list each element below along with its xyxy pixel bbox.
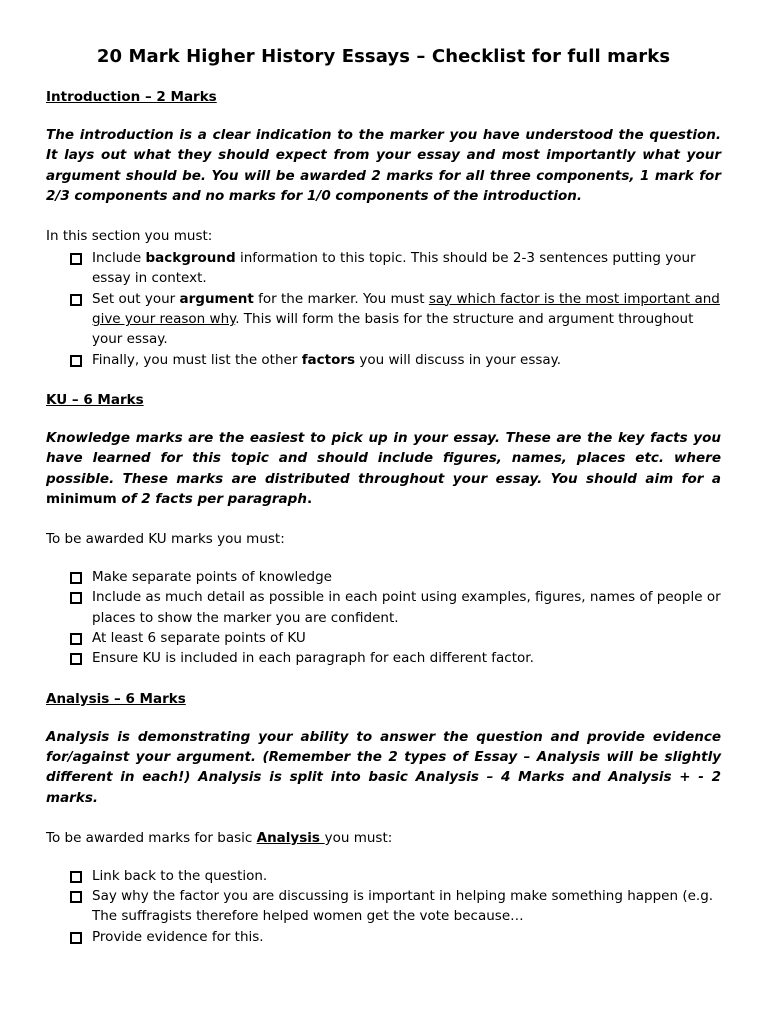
analysis-item xyxy=(46,866,721,886)
para-text: of 2 facts per paragraph xyxy=(116,490,307,507)
checkbox-icon[interactable] xyxy=(70,633,82,645)
intro-lead: In this section you must: xyxy=(46,228,213,245)
item-keyword: argument xyxy=(179,290,254,307)
checkbox-icon[interactable] xyxy=(70,592,82,604)
intro-checklist xyxy=(46,248,721,370)
item-text: Finally, you must list the other xyxy=(92,351,302,368)
item-text: you will discuss in your essay. xyxy=(355,351,562,368)
analysis-item xyxy=(46,886,721,927)
item-underlined-text: say which factor is the most important and give your reason why xyxy=(92,290,720,328)
analysis-lead xyxy=(46,828,721,848)
item-text: . This will form the basis for the structure and argument throughout your essay. xyxy=(92,311,694,348)
analysis-checklist xyxy=(46,866,721,947)
ku-heading: KU – 6 Marks xyxy=(46,391,144,408)
item-text: Make separate points of knowledge xyxy=(92,569,332,586)
checkbox-icon[interactable] xyxy=(70,253,82,265)
ku-paragraph xyxy=(46,428,721,509)
analysis-heading: Analysis – 6 Marks xyxy=(46,690,186,707)
item-text: At least 6 separate points of KU xyxy=(92,630,306,647)
document-title: 20 Mark Higher History Essays – Checklist for full marks xyxy=(96,46,671,67)
checkbox-icon[interactable] xyxy=(70,572,82,584)
para-text: Knowledge marks are the easiest to pick up in your essay. These are the key facts you have learned for this topic and should include figures, names, places etc. where possible. These marks are distributed throughout your essay. You should aim for a xyxy=(46,429,721,487)
checkbox-icon[interactable] xyxy=(70,653,82,665)
item-text: Ensure KU is included in each paragraph for each different factor. xyxy=(92,650,534,667)
document-page xyxy=(46,46,721,967)
checkbox-icon[interactable] xyxy=(70,355,82,367)
item-text: information to this topic. This should be 2-3 sentences putting your essay in context. xyxy=(92,250,696,287)
item-keyword: factors xyxy=(301,351,356,368)
ku-item xyxy=(46,628,721,648)
para-keyword: minimum xyxy=(46,490,117,507)
item-text: Set out your xyxy=(92,290,180,307)
lead-keyword: Analysis xyxy=(256,829,325,846)
item-text: for the marker. You must xyxy=(253,290,429,307)
item-text: Say why the factor you are discussing is important in helping make something happen (e.g. The suffragists therefore helped women get the vote because… xyxy=(92,888,714,925)
intro-item-argument xyxy=(46,289,721,350)
checkbox-icon[interactable] xyxy=(70,932,82,944)
lead-text: you must: xyxy=(324,829,393,846)
analysis-item xyxy=(46,927,721,947)
ku-checklist xyxy=(46,567,721,668)
intro-item-background xyxy=(46,248,721,289)
lead-text: To be awarded marks for basic xyxy=(46,829,257,846)
ku-item xyxy=(46,567,721,587)
checkbox-icon[interactable] xyxy=(70,891,82,903)
ku-item xyxy=(46,587,721,628)
checkbox-icon[interactable] xyxy=(70,294,82,306)
ku-item xyxy=(46,648,721,668)
item-text: Include as much detail as possible in each point using examples, figures, names of people or places to show the marker you are confident. xyxy=(92,589,721,626)
intro-heading: Introduction – 2 Marks xyxy=(46,89,217,105)
intro-item-factors xyxy=(46,350,721,370)
item-text: Link back to the question. xyxy=(92,867,268,884)
analysis-paragraph: Analysis is demonstrating your ability to answer the question and provide evidence for/against your argument. (Remember the 2 types of Essay – Analysis will be slightly different in each!) Analysis is split into basic Analysis – 4 Marks and Analysis + - 2 marks. xyxy=(46,728,721,806)
intro-paragraph: The introduction is a clear indication to the marker you have understood the question. It lays out what they should expect from your essay and most importantly what your argument should be. You will be awarded 2 marks for all three components, 1 mark for 2/3 components and no marks for 1/0 components of the introduction. xyxy=(46,127,721,204)
checkbox-icon[interactable] xyxy=(70,871,82,883)
item-keyword: background xyxy=(145,250,236,267)
item-text: Provide evidence for this. xyxy=(92,928,264,945)
ku-lead: To be awarded KU marks you must: xyxy=(46,531,285,548)
item-text: Include xyxy=(92,250,146,267)
para-text: . xyxy=(306,490,313,507)
